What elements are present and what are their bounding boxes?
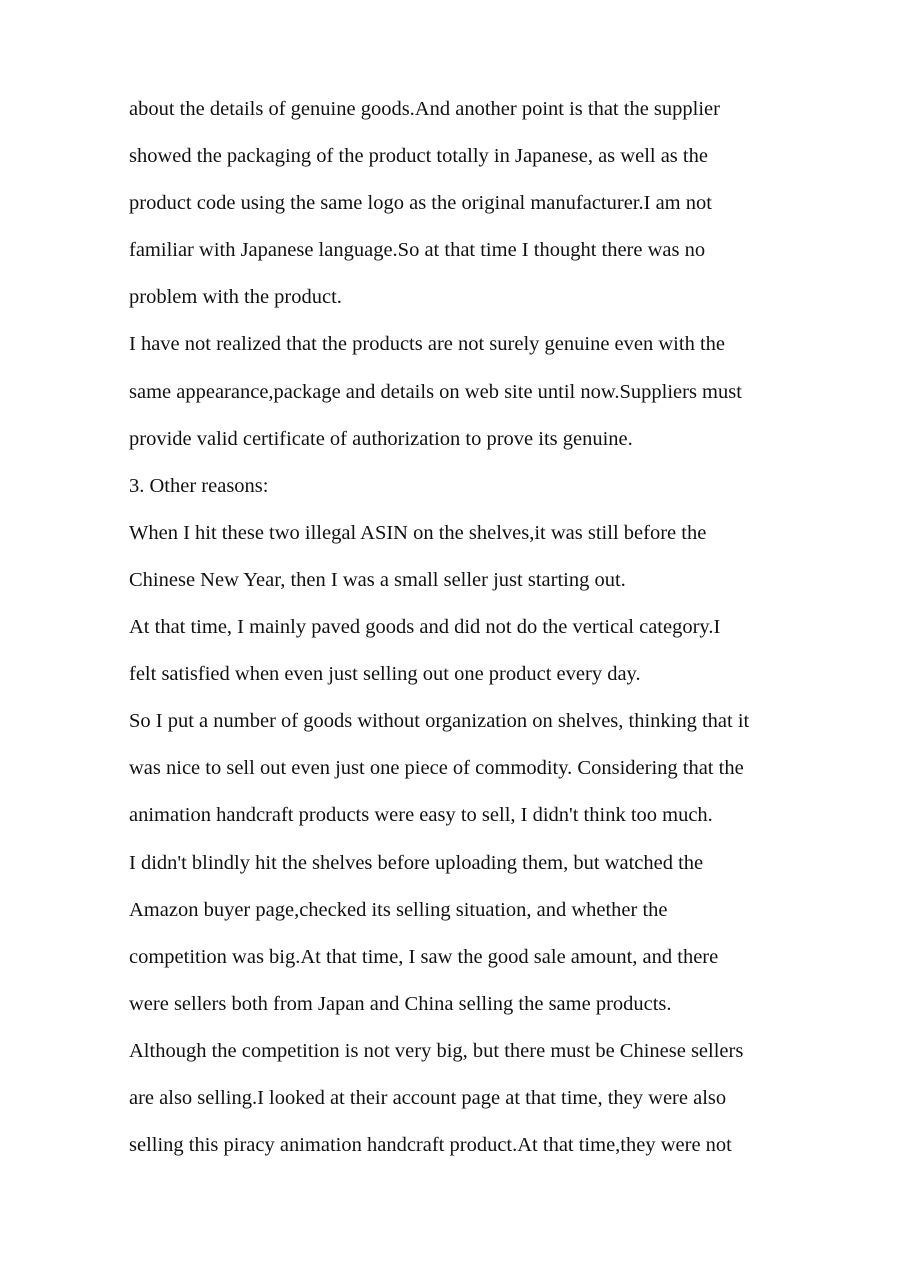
text-line: felt satisfied when even just selling out one product every day.: [129, 663, 641, 686]
document-body: [129, 86, 789, 1169]
text-line: I have not realized that the products are not surely genuine even with the: [129, 333, 725, 356]
text-line: animation handcraft products were easy to sell, I didn't think too much.: [129, 804, 713, 827]
text-line: So I put a number of goods without organization on shelves, thinking that it: [129, 710, 750, 733]
text-line: familiar with Japanese language.So at that time I thought there was no: [129, 239, 706, 262]
text-line: competition was big.At that time, I saw the good sale amount, and there: [129, 945, 719, 968]
text-line: Amazon buyer page,checked its selling situation, and whether the: [129, 898, 668, 921]
text-line: At that time, I mainly paved goods and did not do the vertical category.I: [129, 616, 721, 639]
text-line: Although the competition is not very big, but there must be Chinese sellers: [129, 1039, 744, 1062]
text-line: product code using the same logo as the original manufacturer.I am not: [129, 192, 712, 215]
text-line: same appearance,package and details on web site until now.Suppliers must: [129, 380, 742, 403]
section-heading: 3. Other reasons:: [129, 474, 269, 497]
text-line: were sellers both from Japan and China selling the same products.: [129, 992, 672, 1015]
text-line: showed the packaging of the product totally in Japanese, as well as the: [129, 145, 708, 168]
text-line: about the details of genuine goods.And another point is that the supplier: [129, 98, 720, 120]
text-line: Chinese New Year, then I was a small seller just starting out.: [129, 568, 626, 591]
text-line: are also selling.I looked at their account page at that time, they were also: [129, 1086, 727, 1109]
text-line: was nice to sell out even just one piece of commodity. Considering that the: [129, 757, 744, 780]
text-line: problem with the product.: [129, 286, 342, 309]
text-line: selling this piracy animation handcraft product.At that time,they were not: [129, 1134, 732, 1157]
text-line: I didn't blindly hit the shelves before uploading them, but watched the: [129, 851, 704, 874]
text-line: When I hit these two illegal ASIN on the shelves,it was still before the: [129, 521, 707, 544]
text-line: provide valid certificate of authorization to prove its genuine.: [129, 427, 633, 450]
